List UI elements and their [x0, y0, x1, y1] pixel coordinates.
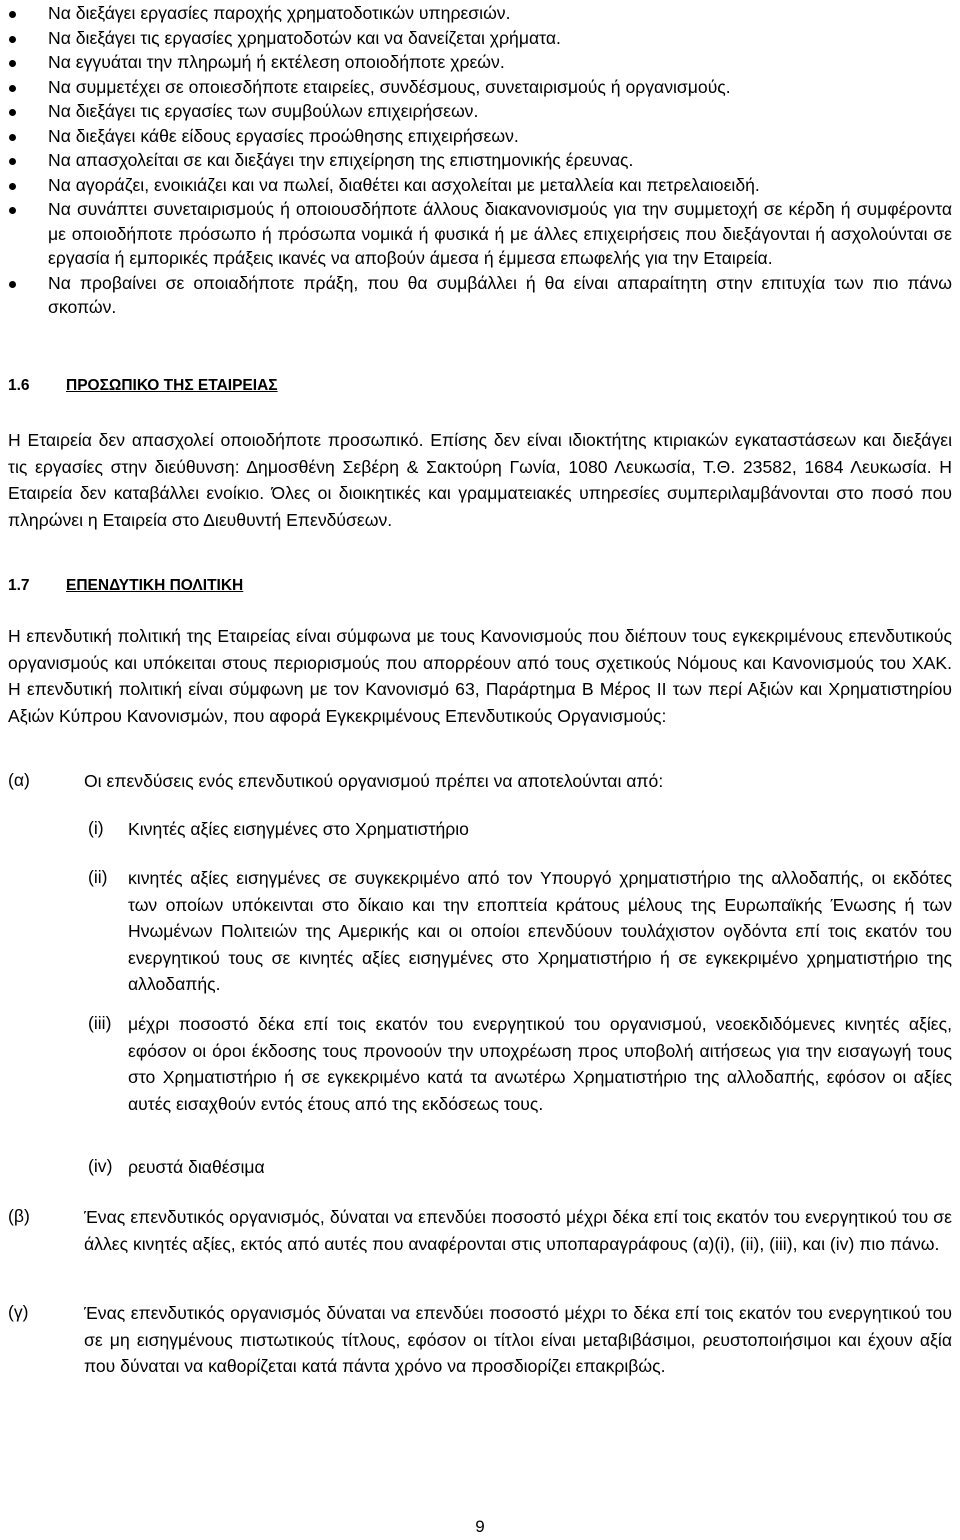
- bullet-icon: [9, 11, 16, 18]
- bullet-icon: [9, 281, 16, 288]
- list-item: Να εγγυάται την πληρωμή ή εκτέλεση οποιοδήποτε χρεών.: [8, 50, 952, 75]
- bullet-icon: [9, 60, 16, 67]
- section-heading-personnel: [8, 374, 278, 399]
- objectives-bullet-list: [8, 1, 952, 320]
- list-item: Να διεξάγει τις εργασίες των συμβούλων επιχειρήσεων.: [8, 99, 952, 124]
- list-item: Να απασχολείται σε και διεξάγει την επιχείρηση της επιστημονικής έρευνας.: [8, 148, 952, 173]
- subclause-label: (iv): [88, 1156, 113, 1176]
- section-heading-investment-policy: [8, 574, 243, 599]
- list-item: Να συνάπτει συνεταιρισμούς ή οποιουσδήποτε άλλους διακανονισμούς για την συμμετοχή σε κέρδη ή συμφέροντα με οποιοδήποτε πρόσωπο ή πρόσωπα νομικά ή φυσικά ή με άλλες επιχειρήσεις που διεξάγονται ή ασχολούνται σε εργασία ή εμπορικές πράξεις ικανές να αποβούν άμεσα ή έμμεσα επωφελής για την Εταιρεία.: [8, 197, 952, 271]
- clause-label: (β): [8, 1206, 30, 1226]
- bullet-icon: [9, 109, 16, 116]
- list-item: Να αγοράζει, ενοικιάζει και να πωλεί, διαθέτει και ασχολείται με μεταλλεία και πετρελαιοειδή.: [8, 173, 952, 198]
- list-item: Να συμμετέχει σε οποιεσδήποτε εταιρείες, συνδέσμους, συνεταιρισμούς ή οργανισμούς.: [8, 75, 952, 100]
- list-item: Να προβαίνει σε οποιαδήποτε πράξη, που θα συμβάλλει ή θα είναι απαραίτητη στην επιτυχία των πιο πάνω σκοπών.: [8, 271, 952, 320]
- clause-label: (α): [8, 770, 30, 790]
- subclause-text: ρευστά διαθέσιμα: [128, 1157, 265, 1177]
- section-number: 1.6: [8, 377, 30, 394]
- clause-text: Ένας επενδυτικός οργανισμός, δύναται να επενδύει ποσοστό μέχρι δέκα επί τοις εκατόν του ενεργητικού του σε άλλες κινητές αξίες, εκτός από αυτές που αναφέρονται στις υποπαραγράφους (α)(i), (ii), (iii), και (iv) πιο πάνω.: [84, 1207, 952, 1254]
- subclause-label: (ii): [88, 867, 108, 887]
- section-title: ΕΠΕΝΔΥΤΙΚΗ ΠΟΛΙΤΙΚΗ: [66, 577, 244, 594]
- clause-label: (γ): [8, 1302, 29, 1322]
- clause-text: Οι επενδύσεις ενός επενδυτικού οργανισμού πρέπει να αποτελούνται από:: [84, 771, 664, 791]
- section-title: ΠΡΟΣΩΠΙΚΟ ΤΗΣ ΕΤΑΙΡΕΙΑΣ: [66, 377, 278, 394]
- subclause-text: μέχρι ποσοστό δέκα επί τοις εκατόν του ενεργητικού του οργανισμού, νεοεκδιδόμενες κινητές αξίες, εφόσον οι όροι έκδοσης τους προνοούν την υποχρέωση προς υποβολή αιτήσεως για την εισαγωγή τους στο Χρηματιστήριο ή σε εγκεκριμένο κατά τα ανωτέρω Χρηματιστήριο της αλλοδαπής, εφόσον οι αξίες αυτές εισαχθούν εντός έτους από της εκδόσεως τους.: [128, 1014, 952, 1114]
- page-number: 9: [475, 1517, 485, 1536]
- bullet-icon: [9, 183, 16, 190]
- section-number: 1.7: [8, 577, 30, 594]
- bullet-icon: [9, 207, 16, 214]
- investment-policy-paragraph: Η επενδυτική πολιτική της Εταιρείας είναι σύμφωνα με τους Κανονισμούς που διέπουν τους εγκεκριμένους επενδυτικούς οργανισμούς και υπόκειται στους περιορισμούς που απορρέουν από τους σχετικούς Νόμους και Κανονισμούς του ΧΑΚ. Η επενδυτική πολιτική είναι σύμφωνη με τον Κανονισμό 63, Παράρτημα Β Μέρος ΙΙ των περί Αξιών και Χρηματιστηρίου Αξιών Κύπρου Κανονισμών, που αφορά Εγκεκριμένους Επενδυτικούς Οργανισμούς:: [8, 626, 952, 726]
- bullet-icon: [9, 85, 16, 92]
- subclause-text: Κινητές αξίες εισηγμένες στο Χρηματιστήριο: [128, 819, 469, 839]
- bullet-icon: [9, 134, 16, 141]
- subclause-text: κινητές αξίες εισηγμένες σε συγκεκριμένο από τον Υπουργό χρηματιστήριο της αλλοδαπής, οι εκδότες των οποίων υπόκεινται στο δίκαιο και την εποπτεία κράτους μέλους της Ευρωπαϊκής Ένωσης ή των Ηνωμένων Πολιτειών της Αμερικής και οι οποίοι επενδύουν τουλάχιστον ογδόντα επί τοις εκατόν του ενεργητικού τους σε κινητές αξίες εισηγμένες στο Χρηματιστήριο ή σε εγκεκριμένο χρηματιστήριο της αλλοδαπής.: [128, 868, 952, 994]
- bullet-icon: [9, 36, 16, 43]
- personnel-paragraph: Η Εταιρεία δεν απασχολεί οποιοδήποτε προσωπικό. Επίσης δεν είναι ιδιοκτήτης κτιριακών εγκαταστάσεων και διεξάγει τις εργασίες στην διεύθυνση: Δημοσθένη Σεβέρη & Σακτούρη Γωνία, 1080 Λευκωσία, Τ.Θ. 23582, 1684 Λευκωσία. Η Εταιρεία δεν καταβάλλει ενοίκιο. Όλες οι διοικητικές και γραμματειακές υπηρεσίες συμπεριλαμβάνονται στο ποσό που πληρώνει η Εταιρεία στο Διευθυντή Επενδύσεων.: [8, 430, 952, 530]
- subclause-label: (iii): [88, 1013, 112, 1033]
- bullet-icon: [9, 158, 16, 165]
- list-item: Να διεξάγει εργασίες παροχής χρηματοδοτικών υπηρεσιών.: [8, 1, 952, 26]
- clause-text: Ένας επενδυτικός οργανισμός δύναται να επενδύει ποσοστό μέχρι το δέκα επί τοις εκατόν του ενεργητικού του σε μη εισηγμένους πιστωτικούς τίτλους, εφόσον οι τίτλοι είναι μεταβιβάσιμοι, ρευστοποιήσιμοι και έχουν αξία που δύναται να καθορίζεται κατά πάντα χρόνο να προσδιορίζει επακριβώς.: [84, 1303, 952, 1376]
- subclause-label: (i): [88, 818, 104, 838]
- list-item: Να διεξάγει τις εργασίες χρηματοδοτών και να δανείζεται χρήματα.: [8, 26, 952, 51]
- list-item: Να διεξάγει κάθε είδους εργασίες προώθησης επιχειρήσεων.: [8, 124, 952, 149]
